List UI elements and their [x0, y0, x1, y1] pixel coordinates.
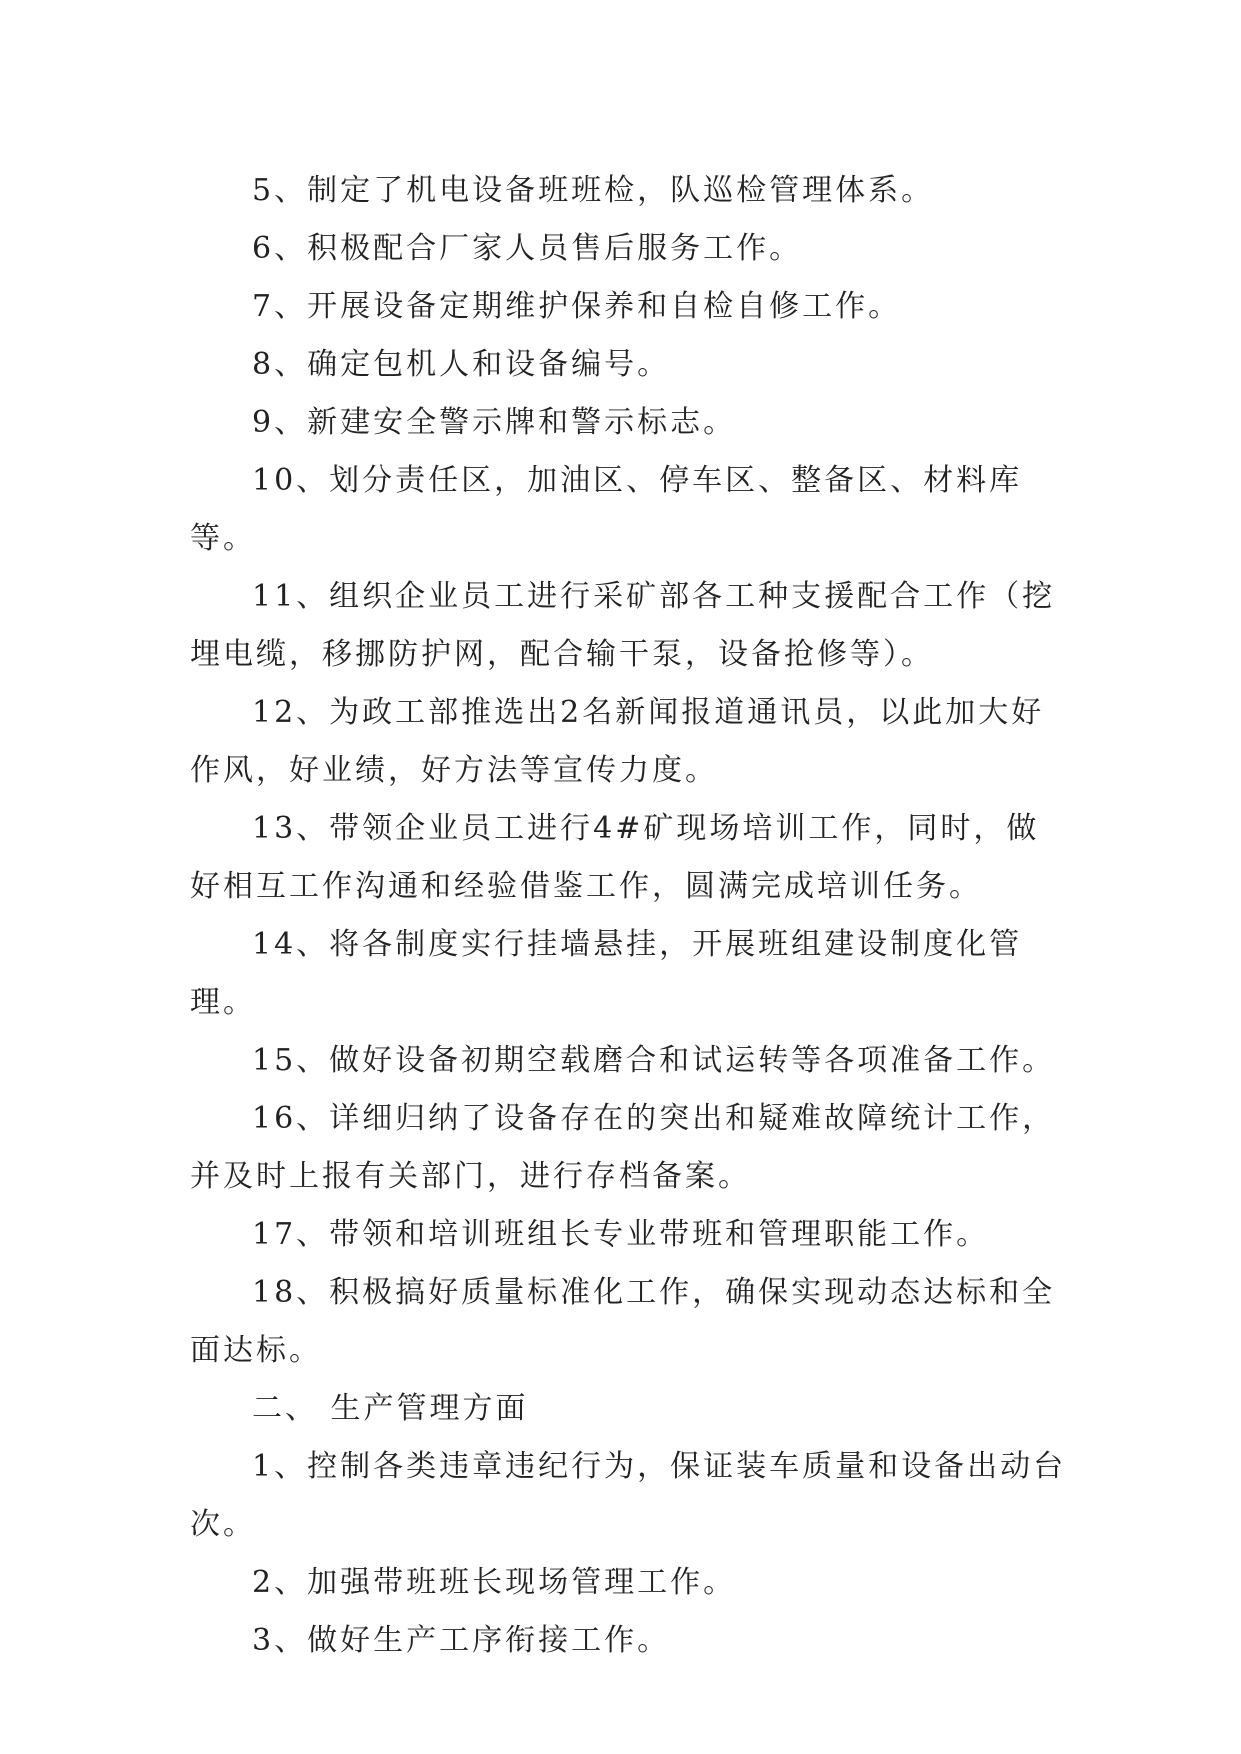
paragraph: 14、将各制度实行挂墙悬挂，开展班组建设制度化管理。 — [190, 927, 1023, 1020]
paragraph: 10、划分责任区，加油区、停车区、整备区、材料库等。 — [190, 463, 1023, 556]
paragraph: 16、详细归纳了设备存在的突出和疑难故障统计工作，并及时上报有关部门，进行存档备案。 — [190, 1101, 1056, 1194]
paragraph: 18、积极搞好质量标准化工作，确保实现动态达标和全面达标。 — [190, 1275, 1056, 1368]
paragraph: 1、控制各类违章违纪行为，保证装车质量和设备出动台次。 — [190, 1449, 1067, 1542]
paragraph: 9、新建安全警示牌和警示标志。 — [252, 405, 737, 440]
paragraph: 11、组织企业员工进行采矿部各工种支援配合工作（挖埋电缆，移挪防护网，配合输干泵，设备抢修等）。 — [190, 579, 1056, 672]
document-body — [190, 162, 1070, 1670]
paragraph: 5、制定了机电设备班班检，队巡检管理体系。 — [252, 173, 935, 208]
paragraph: 8、确定包机人和设备编号。 — [252, 347, 671, 382]
paragraph: 3、做好生产工序衔接工作。 — [252, 1623, 671, 1658]
paragraph: 17、带领和培训班组长专业带班和管理职能工作。 — [252, 1217, 990, 1252]
paragraph: 2、加强带班班长现场管理工作。 — [252, 1565, 737, 1600]
paragraph: 15、做好设备初期空载磨合和试运转等各项准备工作。 — [252, 1043, 1056, 1078]
paragraph: 6、积极配合厂家人员售后服务工作。 — [252, 231, 803, 266]
paragraph: 13、带领企业员工进行4#矿现场培训工作，同时，做好相互工作沟通和经验借鉴工作，圆满完成培训任务。 — [190, 811, 1040, 904]
section-heading: 二、 生产管理方面 — [252, 1391, 529, 1426]
paragraph: 7、开展设备定期维护保养和自检自修工作。 — [252, 289, 902, 324]
paragraph: 12、为政工部推选出2名新闻报道通讯员，以此加大好作风，好业绩，好方法等宣传力度。 — [190, 695, 1045, 788]
